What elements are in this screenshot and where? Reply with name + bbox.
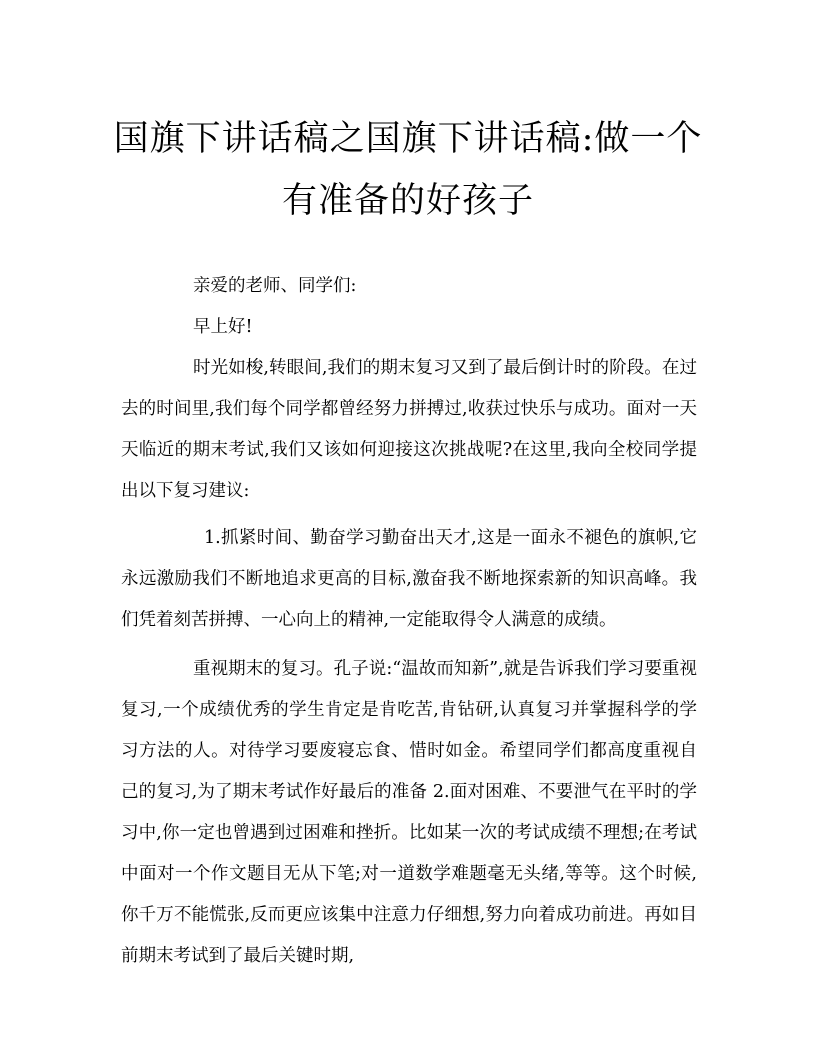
document-title	[110, 108, 706, 232]
title-line-2: 有准备的好孩子	[281, 181, 534, 221]
paragraph-point-1: 1.抓紧时间、勤奋学习勤奋出天才,这是一面永不褪色的旗帜,它永远激励我们不断地追求更高的目标,激奋我不断地探索新的知识高峰。我们凭着刻苦拼搏、一心向上的精神,一定能取得令人满意的成绩。	[121, 528, 697, 630]
salutation: 亲爱的老师、同学们:	[193, 276, 357, 296]
document-body	[121, 266, 697, 977]
paragraph-intro: 时光如梭,转眼间,我们的期末复习又到了最后倒计时的阶段。在过去的时间里,我们每个同学都曾经努力拼搏过,收获过快乐与成功。面对一天天临近的期末考试,我们又该如何迎接这次挑战呢?在这里,我向全校同学提出以下复习建议:	[121, 358, 697, 501]
title-line-1: 国旗下讲话稿之国旗下讲话稿:做一个	[113, 119, 703, 159]
greeting: 早上好!	[193, 317, 253, 337]
paragraph-review: 重视期末的复习。孔子说:“温故而知新”,就是告诉我们学习要重视复习,一个成绩优秀的学生肯定是肯吃苦,肯钻研,认真复习并掌握科学的学习方法的人。对待学习要废寝忘食、惜时如金。希望同学们都高度重视自己的复习,为了期末考试作好最后的准备 2.面对困难、不要泄气在平时的学习中,你一定也曾遇到过困难和挫折。比如某一次的考试成绩不理想;在考试中面对一个作文题目无从下笔;对一道数学难题毫无头绪,等等。这个时候,你千万不能慌张,反而更应该集中注意力仔细想,努力向着成功前进。再如目前期末考试到了最后关键时期,	[121, 659, 697, 966]
